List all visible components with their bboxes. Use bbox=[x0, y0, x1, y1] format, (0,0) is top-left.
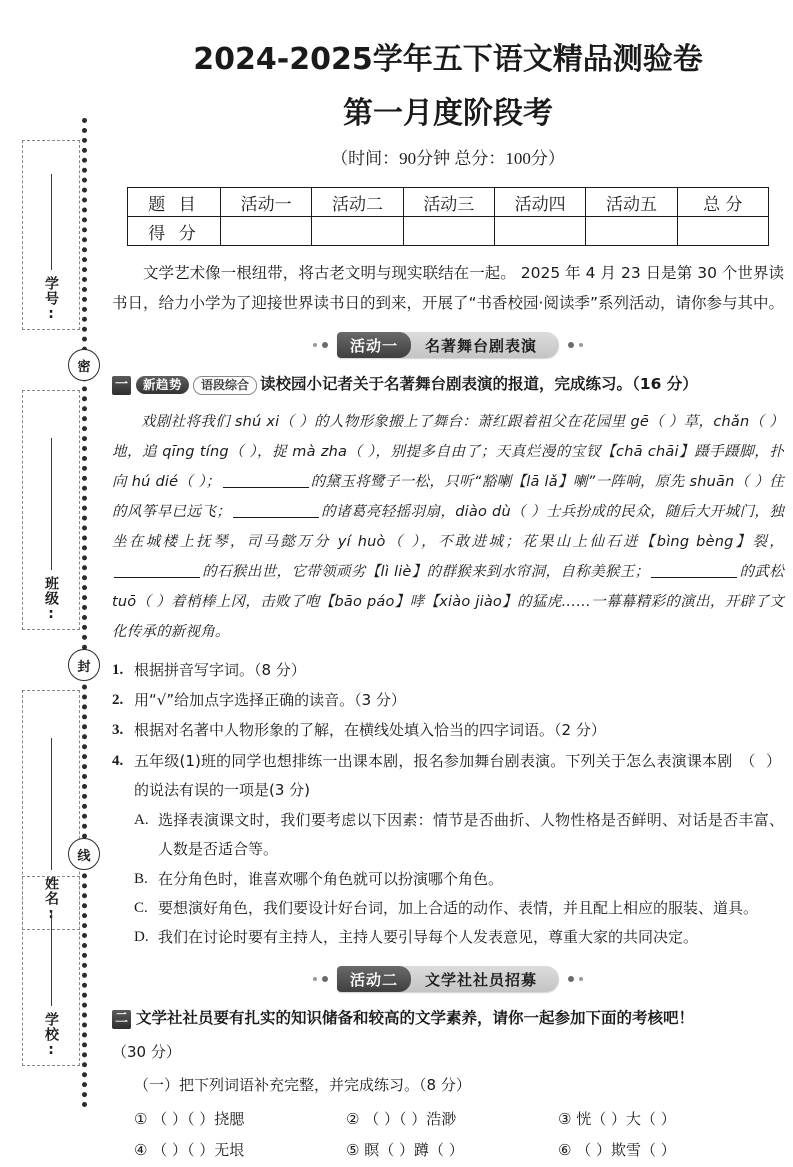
seal-write-rule bbox=[51, 738, 52, 870]
decor-dot-icon bbox=[322, 342, 328, 348]
seal-field-label: 班级: bbox=[43, 576, 59, 623]
decor-dot-icon bbox=[322, 976, 328, 982]
answer-bracket[interactable]: （ ） bbox=[740, 751, 784, 770]
banner-tag-label: 活动二 bbox=[337, 966, 411, 992]
fill-in-blank[interactable] bbox=[223, 487, 309, 488]
score-cell[interactable] bbox=[403, 217, 494, 246]
section-number-marker: 一 bbox=[112, 376, 131, 395]
activity-one-heading bbox=[112, 370, 784, 399]
seal-field-label: 姓名: bbox=[43, 876, 59, 923]
section-heading-text: 文学社社员要有扎实的知识储备和较高的文学素养，请你一起参加下面的考核吧！ bbox=[136, 1009, 695, 1028]
seal-write-rule bbox=[51, 438, 52, 570]
word-item[interactable]: ④ （ ）（ ）无垠 bbox=[134, 1141, 245, 1160]
seal-write-rule bbox=[51, 910, 52, 1006]
option-letter: A. bbox=[134, 812, 149, 829]
banner-tag-label: 活动一 bbox=[337, 332, 411, 358]
question-item bbox=[112, 747, 784, 806]
question-number: 2. bbox=[112, 692, 124, 709]
question-item bbox=[112, 686, 784, 715]
option-text: 选择表演课文时，我们要考虑以下因素：情节是否曲折、人物性格是否鲜明、对话是否丰富、人数是否适合等。 bbox=[158, 811, 784, 859]
table-header-cell: 活动四 bbox=[494, 188, 585, 217]
question-number: 1. bbox=[112, 661, 124, 678]
table-header-label: 题 目 bbox=[128, 188, 221, 217]
banner-title-label: 名著舞台剧表演 bbox=[425, 336, 538, 355]
option-item[interactable] bbox=[134, 923, 784, 952]
table-header-cell: 活动一 bbox=[221, 188, 312, 217]
seal-write-rule bbox=[51, 174, 52, 270]
word-item[interactable]: ② （ ）（ ）浩渺 bbox=[346, 1109, 457, 1128]
question-number: 3. bbox=[112, 722, 124, 739]
question-list bbox=[112, 656, 784, 953]
decor-dot-icon bbox=[579, 977, 583, 981]
question-text: 用“√”给加点字选择正确的读音。（3 分） bbox=[134, 691, 406, 710]
score-table bbox=[127, 187, 769, 246]
tag-new-trend: 新趋势 bbox=[136, 376, 189, 394]
seal-dotted-line bbox=[82, 118, 87, 1108]
seal-char-xian: 线 bbox=[68, 838, 100, 870]
score-cell[interactable] bbox=[677, 217, 768, 246]
intro-paragraph: 文学艺术像一根纽带，将古老文明与现实联结在一起。 2025 年 4 月 23 日是第 30 个世界读书日，给力小学为了迎接世界读书日的到来，开展了“书香校园·阅读季”系列活动，请你参与其中。 bbox=[112, 264, 784, 313]
seal-field-label: 学校: bbox=[43, 1012, 59, 1059]
table-row-label: 得 分 bbox=[128, 217, 221, 246]
option-text: 要想演好角色，我们要设计好台词，加上合适的动作、表情，并且配上相应的服装、道具。 bbox=[158, 898, 759, 917]
option-letter: D. bbox=[134, 929, 149, 946]
word-item[interactable]: ⑤ 瞑（ ）蹲（ ） bbox=[346, 1141, 464, 1160]
activity-two-score-note: （30 分） bbox=[112, 1042, 181, 1061]
decor-dot-icon bbox=[579, 343, 583, 347]
question-text-wrap bbox=[134, 747, 784, 806]
score-cell[interactable] bbox=[221, 217, 312, 246]
question-text: 五年级(1)班的同学也想排练一出课本剧，报名参加舞台剧表演。下列关于怎么表演课本剧的说法有误的一项是(3 分) bbox=[134, 751, 733, 799]
exam-sheet bbox=[104, 0, 793, 1160]
activity-two-sub-one: （一）把下列词语补充完整，并完成练习。（8 分） bbox=[134, 1075, 471, 1094]
word-completion-grid bbox=[112, 1104, 784, 1167]
table-header-cell: 活动五 bbox=[586, 188, 677, 217]
seal-field-class bbox=[22, 390, 80, 630]
seal-field-label: 学号: bbox=[43, 276, 59, 323]
question-item bbox=[112, 656, 784, 685]
score-cell[interactable] bbox=[586, 217, 677, 246]
option-text: 我们在讨论时要有主持人，主持人要引导每个人发表意见，尊重大家的共同决定。 bbox=[158, 928, 699, 947]
decor-dot-icon bbox=[568, 342, 574, 348]
passage-segment: 的诸葛亮轻摇羽扇，diào dù（ ）士兵扮成的民众，随后大开城门，独坐在城楼上抚琴，司马懿万分 yí huò（ ），不敢进城；花果山上仙石迸【bìng bèng】裂， bbox=[112, 503, 784, 550]
fill-in-blank[interactable] bbox=[233, 517, 319, 518]
seal-sidebar bbox=[0, 0, 104, 1122]
word-item[interactable]: ⑥ （ ）欺雪（ ） bbox=[558, 1141, 676, 1160]
fill-in-blank[interactable] bbox=[651, 577, 737, 578]
table-header-cell: 总 分 bbox=[677, 188, 768, 217]
activity-two-banner bbox=[112, 966, 784, 992]
passage-segment: 的武松 tuō（ ）着梢棒上冈，击败了咆【bāo páo】哮【xiào jiào】的猛虎……一幕幕精彩的演出，开辟了文化传承的新视角。 bbox=[112, 563, 784, 640]
tag-question-type: 语段综合 bbox=[193, 376, 257, 395]
score-cell[interactable] bbox=[494, 217, 585, 246]
page-subtitle: 第一月度阶段考 bbox=[343, 96, 553, 131]
seal-field-school bbox=[22, 876, 80, 1066]
activity-two-heading bbox=[112, 1004, 784, 1033]
passage-segment: 的石猴出世，它带领顽劣【lì liè】的群猴来到水帘洞，自称美猴王； bbox=[202, 563, 650, 580]
word-item[interactable]: ① （ ）（ ）挠腮 bbox=[134, 1109, 245, 1128]
exam-meta: （时间：90分钟 总分：100分） bbox=[331, 149, 565, 168]
decor-dot-icon bbox=[568, 976, 574, 982]
banner-title-label: 文学社社员招募 bbox=[425, 970, 538, 989]
option-item[interactable] bbox=[134, 806, 784, 865]
question-number: 4. bbox=[112, 752, 124, 769]
table-row-score bbox=[128, 217, 769, 246]
passage-segment: 的黛玉将鹭子一松，只听“豁喇【lā lǎ】喇”一阵响，原先 shuān（ ）住的风筝早已远飞； bbox=[112, 473, 784, 520]
decor-dot-icon bbox=[313, 977, 317, 981]
seal-field-student-number bbox=[22, 140, 80, 330]
passage-segment: 戏剧社将我们 shú xi（ ）的人物形象搬上了舞台：萧红跟着祖父在花园里 gē（ ）草，chǎn（ ）地，追 qīng tíng（ ），捉 mà zha（ ），别提多自由了；天真烂漫的宝钗【chā chāi】蹑手蹑脚，扑向 hú dié（ ）； bbox=[112, 413, 784, 490]
activity-one-banner bbox=[112, 332, 784, 358]
reading-passage bbox=[112, 407, 784, 647]
section-number-marker: 二 bbox=[112, 1010, 131, 1029]
seal-char-feng: 封 bbox=[68, 649, 100, 681]
score-cell[interactable] bbox=[312, 217, 403, 246]
question-item bbox=[112, 716, 784, 745]
question-text: 根据拼音写字词。（8 分） bbox=[134, 660, 306, 679]
section-heading-text: 读校园小记者关于名著舞台剧表演的报道，完成练习。（16 分） bbox=[260, 375, 698, 394]
page-title: 2024-2025学年五下语文精品测验卷 bbox=[193, 42, 703, 77]
option-item[interactable] bbox=[134, 865, 784, 894]
table-row-header bbox=[128, 188, 769, 217]
option-letter: B. bbox=[134, 870, 148, 887]
banner-pill bbox=[337, 966, 559, 992]
option-text: 在分角色时，谁喜欢哪个角色就可以扮演哪个角色。 bbox=[158, 869, 504, 888]
banner-pill bbox=[337, 332, 559, 358]
question-text: 根据对名著中人物形象的了解，在横线处填入恰当的四字词语。（2 分） bbox=[134, 721, 606, 740]
seal-char-mi: 密 bbox=[68, 349, 100, 381]
fill-in-blank[interactable] bbox=[114, 577, 200, 578]
table-header-cell: 活动三 bbox=[403, 188, 494, 217]
decor-dot-icon bbox=[313, 343, 317, 347]
option-item[interactable] bbox=[134, 894, 784, 923]
word-item[interactable]: ③ 恍（ ）大（ ） bbox=[558, 1109, 676, 1128]
table-header-cell: 活动二 bbox=[312, 188, 403, 217]
option-letter: C. bbox=[134, 899, 148, 916]
